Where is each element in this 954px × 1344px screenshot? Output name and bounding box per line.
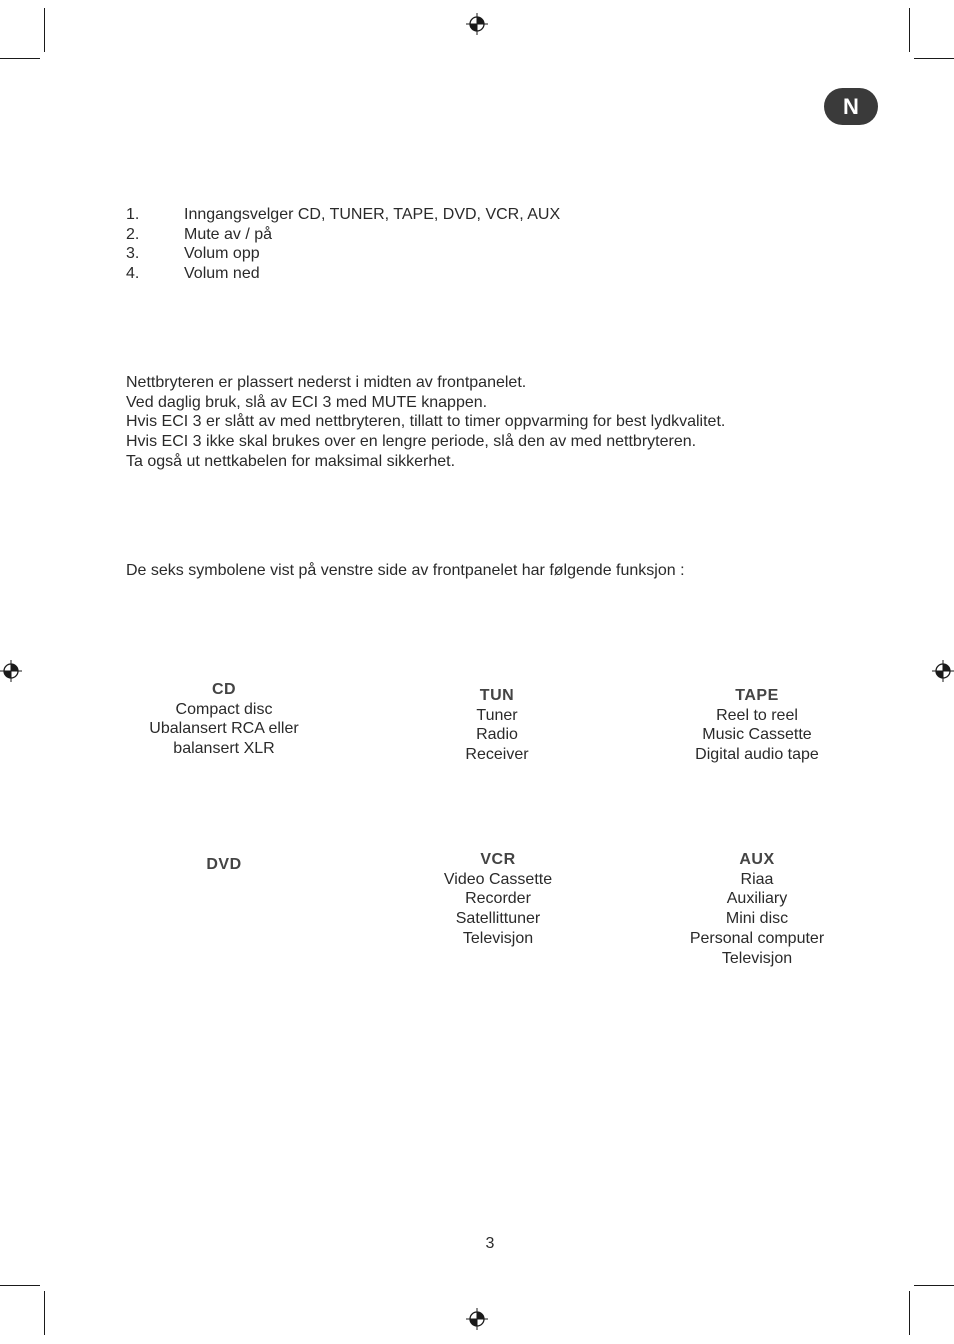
symbol-line: Personal computer bbox=[689, 929, 825, 947]
symbol-code: TAPE bbox=[735, 687, 779, 704]
list-text: Volum ned bbox=[184, 265, 260, 283]
list-text: Volum opp bbox=[184, 245, 260, 263]
list-text: Inngangsvelger CD, TUNER, TAPE, DVD, VCR, AUX bbox=[184, 206, 561, 223]
list-number: 1. bbox=[126, 206, 140, 223]
symbol-line: Receiver bbox=[465, 746, 529, 764]
symbol-block-tun bbox=[465, 686, 528, 765]
symbol-line: Music Cassette bbox=[702, 726, 812, 744]
crop-mark-top-left-v bbox=[44, 8, 45, 52]
symbol-block-cd bbox=[149, 680, 298, 759]
symbol-line: Reel to reel bbox=[716, 706, 798, 724]
paragraph-line: Ved daglig bruk, slå av ECI 3 med MUTE knappen. bbox=[126, 393, 488, 411]
symbol-line: Televisjon bbox=[721, 949, 793, 967]
symbol-code: AUX bbox=[739, 851, 775, 868]
crop-mark-bottom-left-v bbox=[44, 1291, 45, 1335]
symbol-line: balansert XLR bbox=[173, 740, 275, 758]
symbol-block-aux bbox=[690, 850, 824, 968]
symbol-block-vcr bbox=[444, 850, 552, 949]
symbol-line: Mini disc bbox=[725, 910, 789, 928]
list-number: 3. bbox=[126, 245, 140, 263]
symbol-line: Video Cassette bbox=[443, 870, 553, 888]
symbol-code: TUN bbox=[479, 687, 515, 704]
list-text: Mute av / på bbox=[184, 225, 273, 243]
crop-mark-top-right-v bbox=[909, 8, 910, 52]
registration-mark-icon bbox=[466, 13, 488, 35]
symbol-line: Digital audio tape bbox=[695, 746, 819, 764]
symbol-code: VCR bbox=[480, 851, 516, 868]
registration-mark-icon bbox=[466, 1308, 488, 1330]
symbol-block-tape bbox=[695, 686, 819, 765]
symbol-code: CD bbox=[211, 681, 237, 698]
symbol-block-dvd bbox=[206, 855, 241, 875]
symbol-line: Televisjon bbox=[462, 929, 534, 947]
power-paragraph bbox=[126, 373, 725, 472]
crop-mark-bottom-left-h bbox=[0, 1285, 40, 1286]
symbol-line: Ubalansert RCA eller bbox=[149, 720, 299, 738]
list-item bbox=[126, 264, 560, 284]
list-item bbox=[126, 205, 560, 225]
paragraph-line: Ta også ut nettkabelen for maksimal sikkerhet. bbox=[126, 452, 456, 470]
registration-mark-icon bbox=[932, 660, 954, 682]
controls-list bbox=[126, 205, 560, 284]
crop-mark-top-right-h bbox=[914, 58, 954, 59]
paragraph-line: Hvis ECI 3 er slått av med nettbryteren, tillatt to timer oppvarming for best lydkvalitet. bbox=[126, 413, 726, 431]
symbol-code: DVD bbox=[206, 856, 242, 873]
crop-mark-bottom-right-h bbox=[914, 1285, 954, 1286]
crop-mark-top-left-h bbox=[0, 58, 40, 59]
symbol-line: Riaa bbox=[740, 870, 774, 888]
crop-mark-bottom-right-v bbox=[909, 1291, 910, 1335]
list-item bbox=[126, 225, 560, 245]
list-item bbox=[126, 244, 560, 264]
registration-mark-icon bbox=[0, 660, 22, 682]
symbols-intro: De seks symbolene vist på venstre side av frontpanelet har følgende funksjon : bbox=[126, 562, 685, 579]
symbol-line: Recorder bbox=[465, 890, 531, 908]
paragraph-line: Nettbryteren er plassert nederst i midten av frontpanelet. bbox=[126, 374, 527, 391]
symbol-line: Tuner bbox=[476, 706, 518, 724]
symbol-line: Satellittuner bbox=[455, 910, 541, 928]
page-number: 3 bbox=[485, 1235, 495, 1252]
symbol-line: Radio bbox=[476, 726, 518, 744]
list-number: 4. bbox=[126, 265, 140, 283]
paragraph-line: Hvis ECI 3 ikke skal brukes over en lengre periode, slå den av med nettbryteren. bbox=[126, 433, 697, 451]
language-badge: N bbox=[824, 88, 878, 125]
symbol-line: Auxiliary bbox=[726, 890, 788, 908]
symbol-line: Compact disc bbox=[175, 700, 273, 718]
list-number: 2. bbox=[126, 225, 140, 243]
